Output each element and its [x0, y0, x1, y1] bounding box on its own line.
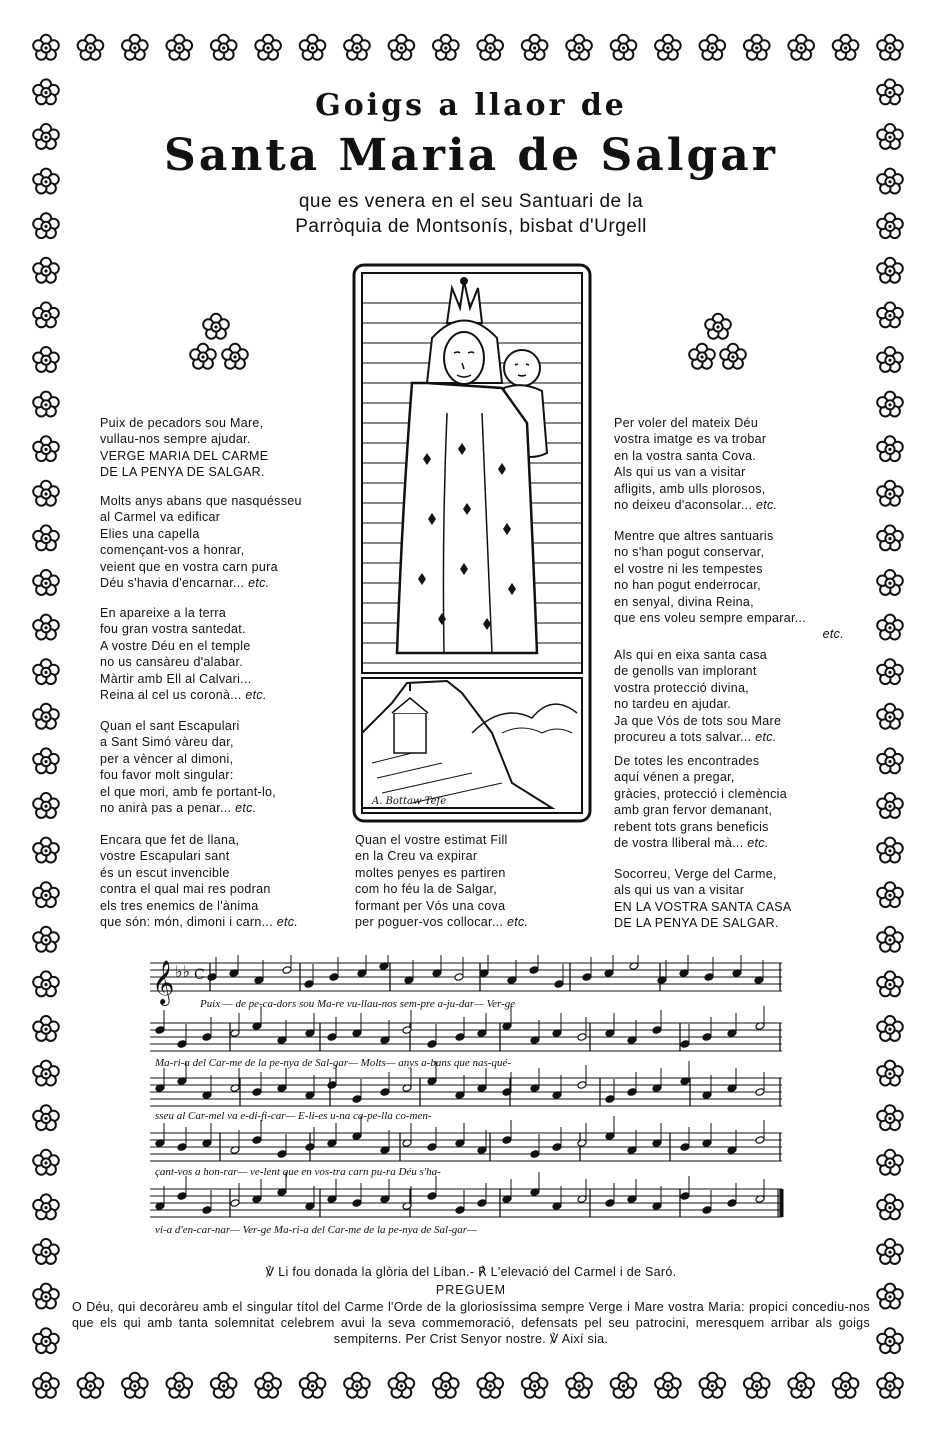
- note-head: [704, 973, 714, 982]
- verse-line: per poguer-vos collocar...: [355, 915, 504, 930]
- flower-border-icon: [877, 1239, 903, 1264]
- verse-line: no s'han pogut conservar,: [614, 545, 765, 560]
- flower-border-icon: [833, 35, 859, 60]
- etc-label: etc.: [248, 576, 270, 591]
- note-head: [680, 1143, 690, 1152]
- flower-border-icon: [877, 1150, 903, 1175]
- flower-ornament-icon: [190, 344, 216, 369]
- verse-line: no anirà pas a penar...: [100, 801, 232, 816]
- verse-line: que són: món, dimoni i carn...: [100, 915, 273, 930]
- flower-ornament-icon: [203, 314, 229, 339]
- flower-border-icon: [877, 1061, 903, 1086]
- preguem-heading: PREGUEM: [435, 1283, 507, 1297]
- verse-line: afligits, amb ulls plorosos,: [614, 481, 766, 496]
- subtitle-line-2: Parròquia de Montsonís, bisbat d'Urgell: [295, 216, 647, 237]
- note-head: [277, 1150, 287, 1159]
- flower-border-icon: [833, 1373, 859, 1398]
- flower-border-icon: [33, 1150, 59, 1175]
- flower-border-icon: [33, 1373, 59, 1398]
- flower-border-icon: [433, 35, 459, 60]
- verse-line: A vostre Déu en el temple: [100, 638, 251, 653]
- verse-line: no han pogut enderrocar,: [614, 578, 761, 593]
- note-head: [202, 1206, 212, 1215]
- flower-border-icon: [33, 1016, 59, 1041]
- flower-border-icon: [566, 1373, 592, 1398]
- verse-line: en la Creu va expirar: [355, 849, 478, 864]
- note-head: [230, 1199, 240, 1208]
- flower-border-icon: [744, 35, 770, 60]
- lyrics-line-4: çant-vos a hon-rar— ve-lent que en vos-tra carn pu-ra Déu s'ha-: [155, 1166, 441, 1178]
- flower-border-icon: [33, 1194, 59, 1219]
- flower-ornament-icon: [705, 314, 731, 339]
- flat-signature-icon: ♭♭: [175, 962, 191, 981]
- flower-border-icon: [33, 35, 59, 60]
- flower-border-icon: [389, 1373, 415, 1398]
- flower-border-icon: [33, 392, 59, 417]
- note-head: [702, 1206, 712, 1215]
- etc-label: etc.: [235, 801, 257, 816]
- verse-line: procureu a tots salvar...: [614, 730, 752, 745]
- flower-border-icon: [33, 1239, 59, 1264]
- flower-border-icon: [877, 704, 903, 729]
- flower-border-icon: [166, 35, 192, 60]
- flower-border-icon: [433, 1373, 459, 1398]
- flower-border-icon: [477, 1373, 503, 1398]
- note-head: [755, 1136, 765, 1145]
- verse-line: el que mori, amb fe portant-lo,: [100, 784, 277, 799]
- flower-border-icon: [33, 838, 59, 863]
- verse-line: per a vèncer al dimoni,: [100, 751, 234, 766]
- left-stanza-5: [100, 832, 298, 930]
- verse-line: gràcies, protecció i clemència: [614, 786, 787, 801]
- lyrics-line-2: Ma-ri-a del Car-me de la pe-nya de Sal-gar— Molts— anys a-bans que nas-qué-: [155, 1057, 511, 1069]
- verse-line: fou favor molt singular:: [100, 768, 234, 783]
- flower-border-icon: [33, 347, 59, 372]
- flower-border-icon: [33, 748, 59, 773]
- note-head: [207, 973, 217, 982]
- verse-line: que ens voleu sempre emparar...: [614, 611, 807, 626]
- virgin-engraving: [352, 263, 592, 823]
- flower-border-icon: [655, 1373, 681, 1398]
- etc-label: etc.: [276, 915, 299, 930]
- note-head: [529, 966, 539, 975]
- verse-line: De totes les encontrades: [614, 754, 760, 768]
- note-head: [702, 1033, 712, 1042]
- flower-ornament-icon: [689, 344, 715, 369]
- flower-border-icon: [877, 838, 903, 863]
- note-head: [680, 1192, 690, 1201]
- verse-line: no deixeu d'aconsolar...: [614, 498, 753, 513]
- flower-border-icon: [300, 35, 326, 60]
- flower-border-icon: [33, 882, 59, 907]
- note-head: [552, 1143, 562, 1152]
- title-line-2: Santa Maria de Salgar: [164, 130, 778, 181]
- note-head: [177, 1040, 187, 1049]
- verse-line: Quan el sant Escapulari: [100, 719, 240, 733]
- note-head: [177, 1192, 187, 1201]
- flower-border-icon: [877, 1194, 903, 1219]
- center-stanza: [355, 832, 528, 930]
- flower-border-icon: [877, 525, 903, 550]
- flower-border-icon: [522, 1373, 548, 1398]
- flower-border-icon: [877, 1328, 903, 1353]
- flower-border-icon: [877, 1373, 903, 1398]
- verse-line: En apareixe a la terra: [100, 606, 227, 620]
- time-signature-icon: C: [194, 967, 205, 983]
- note-head: [627, 1088, 637, 1097]
- flower-border-icon: [122, 35, 148, 60]
- flower-border-icon: [877, 302, 903, 327]
- verse-line: Socorreu, Verge del Carme,: [614, 867, 777, 881]
- treble-clef-icon: 𝄞: [152, 960, 175, 1004]
- verse-line: aquí vénen a pregar,: [614, 770, 735, 785]
- prayer-block: [72, 1299, 870, 1347]
- verse-line: al Carmel va edificar: [100, 510, 221, 525]
- flower-border-icon: [389, 35, 415, 60]
- flower-border-icon: [33, 570, 59, 595]
- right-stanza-5: [614, 866, 792, 932]
- subtitle-line-1: que es venera en el seu Santuari de la: [298, 191, 644, 212]
- verse-line: Quan el vostre estimat Fill: [355, 833, 508, 847]
- etc-label: etc.: [755, 498, 778, 513]
- note-head: [427, 1143, 437, 1152]
- left-stanza-4: [100, 718, 276, 816]
- note-head: [605, 1199, 615, 1208]
- flower-border-icon: [877, 436, 903, 461]
- flower-border-icon: [255, 1373, 281, 1398]
- left-stanza-2: [100, 493, 302, 591]
- flower-border-icon: [122, 1373, 148, 1398]
- note-head: [282, 966, 292, 975]
- note-head: [727, 1199, 737, 1208]
- right-stanza-3: [614, 647, 781, 745]
- note-head: [202, 1033, 212, 1042]
- flower-border-icon: [877, 748, 903, 773]
- note-head: [554, 980, 564, 989]
- verse-line: EN LA VOSTRA SANTA CASA: [614, 899, 792, 914]
- note-head: [177, 1143, 187, 1152]
- flower-border-icon: [522, 35, 548, 60]
- note-head: [304, 980, 314, 989]
- left-stanza-1: [100, 415, 268, 481]
- flower-border-icon: [877, 615, 903, 640]
- verse-line: veient que en vostra carn pura: [100, 559, 278, 574]
- verse-line: Per voler del mateix Déu: [614, 416, 759, 430]
- flower-border-icon: [33, 258, 59, 283]
- note-head: [502, 1136, 512, 1145]
- flower-border-icon: [877, 1284, 903, 1309]
- lyrics-line-1: Puix — de pe-ca-dors sou Ma-re vu-llau-nos sem-pre a-ju-dar— Ver-ge: [200, 998, 516, 1010]
- verse-line: Molts anys abans que nasquésseu: [100, 494, 302, 508]
- flower-ornament-icon: [720, 344, 746, 369]
- verse-line: formant per Vós una cova: [355, 898, 506, 913]
- flower-border-icon: [33, 302, 59, 327]
- verse-line: Ja que Vós de tots sou Mare: [614, 713, 782, 728]
- verse-line: rebent tots grans beneficis: [614, 819, 769, 834]
- note-head: [477, 1199, 487, 1208]
- verse-line: moltes penyes es partiren: [355, 865, 506, 880]
- verse-line: Puix de pecadors sou Mare,: [100, 416, 264, 430]
- note-head: [327, 1081, 337, 1090]
- flower-border-icon: [33, 793, 59, 818]
- note-head: [530, 1150, 540, 1159]
- verse-line: Déu s'havia d'encarnar...: [100, 576, 245, 591]
- note-head: [155, 1026, 165, 1035]
- flower-border-icon: [33, 927, 59, 952]
- verse-line: com ho féu la de Salgar,: [355, 882, 498, 897]
- flower-border-icon: [33, 436, 59, 461]
- flower-border-icon: [700, 35, 726, 60]
- flower-border-icon: [33, 659, 59, 684]
- verse-line: amb gran fervor demanant,: [614, 803, 773, 818]
- flower-border-icon: [877, 1016, 903, 1041]
- flower-border-icon: [788, 35, 814, 60]
- note-head: [455, 1033, 465, 1042]
- verse-line: Mentre que altres santuaris: [614, 529, 774, 543]
- etc-label: etc.: [755, 730, 777, 745]
- flower-border-icon: [78, 1373, 104, 1398]
- flower-border-icon: [611, 1373, 637, 1398]
- verse-line: fou gran vostra santedat.: [100, 622, 246, 637]
- note-head: [605, 1095, 615, 1104]
- verse-line: vostra imatge es va trobar: [614, 432, 767, 447]
- etc-label: etc.: [506, 915, 529, 930]
- note-head: [380, 1088, 390, 1097]
- note-head: [454, 973, 464, 982]
- note-head: [327, 1033, 337, 1042]
- flower-border-icon: [211, 1373, 237, 1398]
- flower-border-icon: [877, 971, 903, 996]
- verse-line: DE LA PENYA DE SALGAR.: [614, 916, 779, 931]
- flower-border-icon: [344, 35, 370, 60]
- verse-line: començant-vos a honrar,: [100, 543, 245, 558]
- verse-line: vullau-nos sempre ajudar.: [100, 432, 251, 447]
- verse-line: de vostra lliberal mà...: [614, 836, 744, 851]
- note-head: [252, 1088, 262, 1097]
- flower-border-icon: [300, 1373, 326, 1398]
- note-head: [582, 973, 592, 982]
- note-head: [427, 1040, 437, 1049]
- flower-border-icon: [33, 525, 59, 550]
- note-head: [352, 1199, 362, 1208]
- flower-border-icon: [788, 1373, 814, 1398]
- note-head: [252, 1136, 262, 1145]
- verse-line: Reina al cel us coronà...: [100, 688, 242, 703]
- versicle: ℣ Li fou donada la glòria del Líban.- ℟ L'elevació del Carmel i de Saró.: [265, 1265, 677, 1279]
- flower-border-icon: [744, 1373, 770, 1398]
- verse-line: DE LA PENYA DE SALGAR.: [100, 465, 265, 480]
- flower-border-icon: [611, 35, 637, 60]
- title-line-1: Goigs a llaor de: [315, 88, 627, 123]
- verse-line: VERGE MARIA DEL CARME: [100, 448, 269, 463]
- flower-border-icon: [33, 615, 59, 640]
- prayer-text: O Déu, qui decoràreu amb el singular títol del Carme l'Orde de la gloriosíssima sempre Verge i Mare vostra Maria: propici concediu-nos que els qui amb tanta solemnitat celebrem avui la seva commemoració, defensats pel seu patrocini, meresquem arribar als goigs sempiterns. Per Crist Senyor nostre. ℣ Així sia.: [72, 1300, 870, 1346]
- flower-border-icon: [877, 793, 903, 818]
- note-head: [577, 1081, 587, 1090]
- engraver-signature: A. Bottaw Tefe: [372, 796, 447, 807]
- flower-border-icon: [877, 392, 903, 417]
- etc-label: etc.: [245, 688, 267, 703]
- flower-border-icon: [344, 1373, 370, 1398]
- etc-label: etc.: [747, 836, 769, 851]
- right-stanza-2: [614, 528, 844, 643]
- right-stanza-4: [614, 753, 787, 851]
- verse-line: en la vostra santa Cova.: [614, 448, 756, 463]
- flower-border-icon: [78, 35, 104, 60]
- note-head: [577, 1033, 587, 1042]
- flower-border-icon: [877, 347, 903, 372]
- verse-line: no us cansàreu d'alabar.: [100, 655, 244, 670]
- verse-line: a Sant Simó vàreu dar,: [100, 735, 234, 750]
- flower-border-icon: [877, 35, 903, 60]
- flower-border-icon: [700, 1373, 726, 1398]
- flower-border-icon: [33, 971, 59, 996]
- lyrics-line-5: vi-a d'en-car-nar— Ver-ge Ma-ri-a del Car-me de la pe-nya de Sal-gar—: [155, 1224, 477, 1236]
- flower-border-icon: [33, 704, 59, 729]
- music-score: [150, 955, 790, 1245]
- verse-line: als qui us van a visitar: [614, 883, 745, 898]
- flower-border-icon: [877, 659, 903, 684]
- flower-border-icon: [33, 481, 59, 506]
- flower-border-icon: [655, 35, 681, 60]
- note-head: [352, 1095, 362, 1104]
- note-head: [329, 973, 339, 982]
- flower-border-icon: [166, 1373, 192, 1398]
- verse-line: vostra protecció divina,: [614, 680, 750, 695]
- etc-label: etc.: [822, 627, 844, 642]
- note-head: [652, 1026, 662, 1035]
- flower-border-icon: [877, 1105, 903, 1130]
- lyrics-line-3: sseu al Car-mel va e-di-fi-car— E-li-es u-na ca-pe-lla co-men-: [155, 1110, 432, 1122]
- flower-ornament-icon: [222, 344, 248, 369]
- flower-border-icon: [33, 1328, 59, 1353]
- verse-line: Als qui us van a visitar: [614, 465, 746, 480]
- verse-line: és un escut invencible: [100, 865, 230, 880]
- verse-line: vostre Escapulari sant: [100, 849, 230, 864]
- verse-line: en senyal, divina Reina,: [614, 594, 754, 609]
- verse-line: el vostre ni les tempestes: [614, 561, 763, 576]
- verse-line: no tardeu en ajudar.: [614, 697, 732, 712]
- verse-line: de genolls van implorant: [614, 664, 757, 679]
- verse-line: Als qui en eixa santa casa: [614, 648, 768, 662]
- note-head: [427, 1192, 437, 1201]
- flower-border-icon: [211, 35, 237, 60]
- flower-border-icon: [877, 927, 903, 952]
- note-head: [680, 1040, 690, 1049]
- note-head: [455, 1206, 465, 1215]
- flower-border-icon: [33, 1105, 59, 1130]
- flower-border-icon: [566, 35, 592, 60]
- verse-line: contra el qual mai res podran: [100, 882, 271, 897]
- right-stanza-1: [614, 415, 777, 513]
- flower-border-icon: [877, 570, 903, 595]
- verse-line: Elies una capella: [100, 526, 200, 541]
- flower-border-icon: [877, 882, 903, 907]
- flower-border-icon: [33, 1061, 59, 1086]
- flower-border-icon: [255, 35, 281, 60]
- flower-border-icon: [477, 35, 503, 60]
- flower-border-icon: [33, 1284, 59, 1309]
- left-stanza-3: [100, 605, 267, 703]
- flower-border-icon: [877, 481, 903, 506]
- note-head: [305, 1143, 315, 1152]
- note-head: [755, 1088, 765, 1097]
- flower-border-icon: [877, 258, 903, 283]
- verse-line: Màrtir amb Ell al Calvari...: [100, 671, 252, 686]
- verse-line: Encara que fet de llana,: [100, 833, 240, 847]
- verse-line: els tres enemics de l'ànima: [100, 898, 259, 913]
